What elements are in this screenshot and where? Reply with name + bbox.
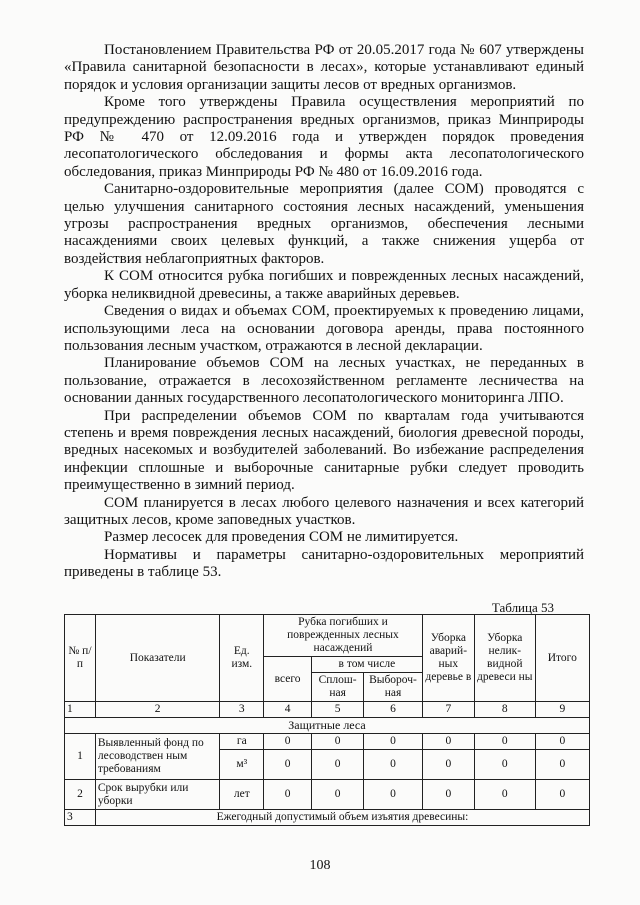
paragraph: К СОМ относится рубка погибших и поврежденных лесных насаждений, уборка неликвидной древесины, а также аварийных деревьев. <box>64 268 584 302</box>
column-numbers-row: 1 2 3 4 5 6 7 8 9 <box>65 702 590 718</box>
paragraph: СОМ планируется в лесах любого целевого назначения и всех категорий защитных лесов, кроме заповедных участков. <box>64 494 584 528</box>
paragraph: Размер лесосек для проведения СОМ не лимитируется. <box>104 529 459 546</box>
table-row: 2 Срок вырубки или уборки лет 0 0 0 0 0 0 <box>65 780 590 810</box>
table-row: 3 Ежегодный допустимый объем изъятия древесины: <box>65 810 590 826</box>
paragraph: Нормативы и параметры санитарно-оздоровительных мероприятий приведены в таблице 53. <box>64 546 584 581</box>
paragraph: Постановлением Правительства РФ от 20.05.2017 года № 607 утверждены «Правила санитарной безопасности в лесах», которые устанавливают единый порядок и условия организации защиты лесов от вредных организмов. <box>64 42 584 93</box>
header-sum: Итого <box>535 615 589 702</box>
paragraph: При распределении объемов СОМ по кварталам года учитываются степень и время повреждения лесных насаждений, биология древесной породы, вредных насекомых и возбудителей заболеваний. Во избежание распределения инфекции сплошные и выборочные санитарные рубки следует проводить преимущественно в зимний период. <box>64 407 584 494</box>
header-clear: Сплош-ная <box>312 673 364 702</box>
data-table <box>64 614 590 826</box>
paragraph: Санитарно-оздоровительные мероприятия (далее СОМ) проводятся с целью улучшения санитарного состояния лесных насаждений, уменьшения угрозы распространения вредных организмов, обеспечения лесными насаждениями своих целевых функций, а также снижения ущерба от воздействия неблагоприятных факторов. <box>64 181 584 267</box>
header-unit: Ед. изм. <box>220 615 264 702</box>
header-num: № п/п <box>65 615 96 702</box>
header-including: в том числе <box>312 657 423 673</box>
header-nonliquid: Уборка нелик-видной древеси ны <box>474 615 535 702</box>
body-text <box>64 42 584 582</box>
table-row: м³ 0 0 0 0 0 0 <box>65 750 590 780</box>
page-number: 108 <box>309 858 331 873</box>
table-row: 1 Выявленный фонд по лесоводствен ным требованиям га 0 0 0 0 0 0 <box>65 734 590 750</box>
section-row: Защитные леса <box>65 718 590 734</box>
paragraph: Кроме того утверждены Правила осуществления мероприятий по предупреждению распространения вредных организмов, приказ Минприроды РФ № 470 от 12.09.2016 года и утвержден порядок проведения лесопатологического обследования и формы акта лесопатологического обследования, приказ Минприроды РФ № 480 от 16.09.2016 года. <box>64 94 584 180</box>
paragraph: Планирование объемов СОМ на лесных участках, не переданных в пользование, отражается в лесохозяйственном регламенте лесничества на основании данных государственного лесопатологического мониторинга ЛПО. <box>64 355 584 407</box>
header-emergency: Уборка аварий-ных деревье в <box>422 615 474 702</box>
paragraph: Сведения о видах и объемах СОМ, проектируемых к проведению лицами, использующими леса на основании договора аренды, права постоянного пользования лесным участком, отражаются в лесной декларации. <box>64 303 584 354</box>
header-total: всего <box>264 657 312 702</box>
header-indicators: Показатели <box>95 615 220 702</box>
table-caption: Таблица 53 <box>491 600 554 615</box>
header-cutting: Рубка погибших и поврежденных лесных насаждений <box>264 615 423 657</box>
header-selective: Выбороч-ная <box>364 673 423 702</box>
